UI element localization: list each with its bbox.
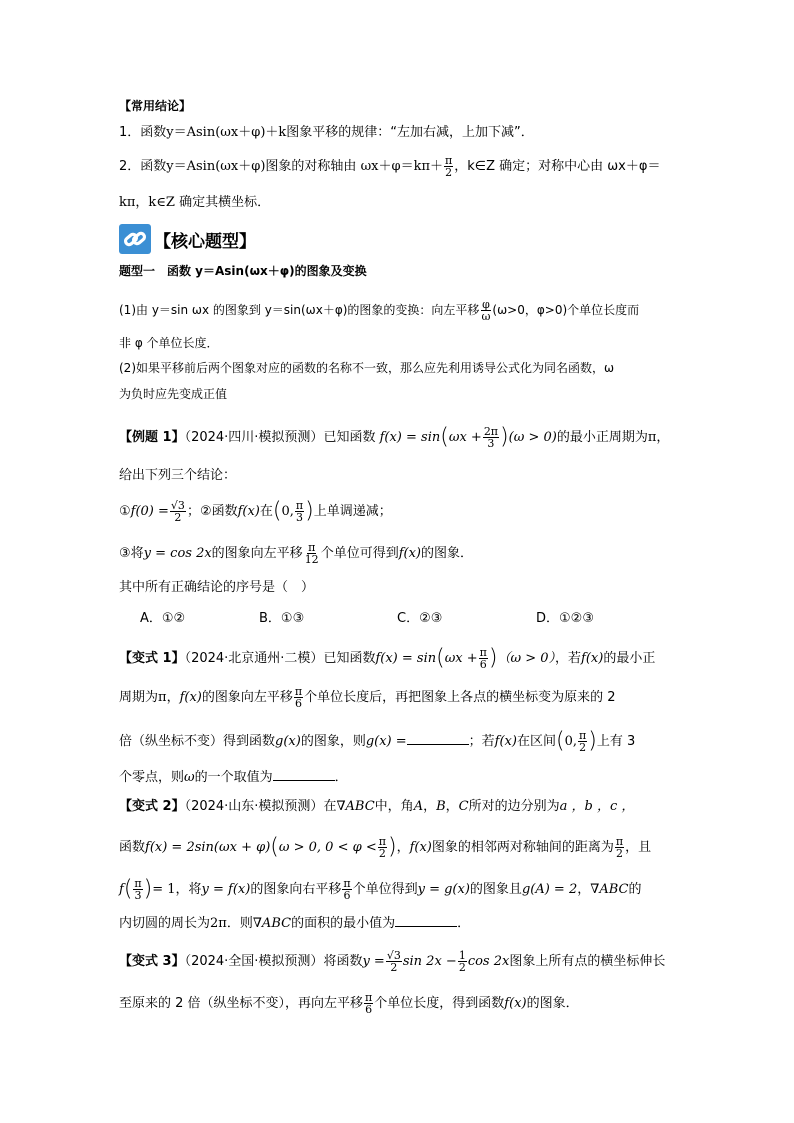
c3-text-d: 的图象． [421, 546, 474, 561]
v2l3-e: 的图象且 [469, 882, 522, 897]
v1l3-den: 2 [579, 741, 587, 754]
item1-prefix: 1．函数 [119, 125, 167, 140]
v1l3-fraction [578, 730, 587, 753]
c1-text-b: ；②函数 [186, 504, 238, 519]
v3l2-fx: f(x) [504, 996, 527, 1011]
variant1-source: （2024·北京通州·二模） [184, 651, 324, 666]
v3l2-den: 6 [365, 1003, 373, 1016]
variant2-source: （2024·山东·模拟预测） [184, 799, 324, 814]
item2-mid: 图象的对称轴由 [265, 159, 357, 174]
example1-frac-num: 2π [483, 425, 499, 438]
v2l3-g: y = g(x) [417, 882, 470, 897]
conclusion-item-2 [119, 155, 660, 178]
v1l3-int: 0, [564, 734, 577, 749]
v2l3-b: ，将 [175, 882, 202, 897]
variant3-label: 【变式 3】 [119, 954, 185, 969]
v3-num2: 1 [458, 949, 466, 962]
v2l3-den: 3 [134, 889, 142, 902]
v1l4-w: ω [184, 770, 195, 785]
topic1-note2-line1: (2)如果平移前后两个图象对应的函数的名称不一致，那么应先利用诱导公式化为同名函数，ω [119, 361, 615, 375]
example1-text-c: ， [656, 430, 670, 445]
c1-text-d: 上单调递减； [313, 504, 392, 519]
item1-formula: y＝Asin(ωx＋φ)＋k [166, 125, 287, 140]
c3-y: y = cos 2x [143, 546, 212, 561]
c1-int-num: π [295, 499, 304, 512]
v1l3-fx: f(x) [494, 734, 517, 749]
v2l4-tri: ∇ABC [252, 916, 292, 931]
item2-frac-den: 2 [445, 166, 453, 179]
paren-left: ( [123, 876, 133, 902]
v1l3-g: g(x) [275, 734, 301, 749]
paren-left: ( [440, 424, 449, 450]
option-a[interactable]: A．①② [140, 611, 186, 626]
variant1-line2 [119, 686, 616, 709]
c3-text-a: ③将 [119, 546, 144, 561]
variant2-line3 [119, 878, 641, 901]
example1-conclusions [119, 500, 392, 523]
v2l3-y: y = f(x) [201, 882, 251, 897]
c1-f: f(0) = [130, 504, 169, 519]
v2l2-fx: f(x) [409, 840, 432, 855]
variant3-line1 [119, 950, 665, 973]
v3l2-fraction [364, 992, 373, 1015]
variant1-cond: （ω > 0） [497, 651, 556, 666]
note1-text-b: (ω>0，φ>0)个单位长度而 [492, 303, 640, 317]
v2l2-cond-fraction [378, 836, 387, 859]
v2l3-a: = 1 [152, 882, 176, 897]
item2-prefix: 2．函数 [119, 159, 167, 174]
v3-text-b: 图象上所有点的横坐标伸长 [509, 954, 666, 969]
v3-y: y = [362, 954, 385, 969]
v2l2-num: π [615, 835, 624, 848]
item2-formula: y＝Asin(ωx＋φ) [166, 159, 266, 174]
v3-cos: cos 2x [467, 954, 510, 969]
v3-den1: 2 [390, 961, 398, 974]
paren-right: ) [305, 498, 314, 524]
v3-num1: √3 [386, 949, 401, 962]
variant1-fx: f(x) [581, 651, 604, 666]
example1-fraction [483, 426, 499, 449]
v2l4-p: 2π [210, 916, 227, 931]
variant2-line1 [119, 799, 634, 815]
variant1-text-b: ，若 [555, 651, 582, 666]
note1-text-a: (1)由 y＝sin ωx 的图象到 y＝sin(ωx＋φ)的图象的变换：向左平移 [119, 303, 480, 317]
example1-line2: 给出下列三个结论： [119, 468, 237, 483]
v3-fraction2 [458, 950, 467, 973]
v2l3-gA: g(A) = 2 [521, 882, 578, 897]
v1l3-a: 倍（纵坐标不变）得到函数 [119, 734, 276, 749]
v1l3-b: 的图象，则 [300, 734, 366, 749]
answer-blank-2[interactable] [273, 768, 335, 781]
v1l2-pi: π [158, 690, 167, 705]
v2l2-cond-den: 2 [378, 847, 386, 860]
v2-text-a: 在 [323, 799, 337, 814]
option-c[interactable]: C．②③ [397, 611, 443, 626]
v1l2-fx: f(x) [179, 690, 202, 705]
option-b[interactable]: B．①③ [259, 611, 305, 626]
v3-sin: sin 2x − [402, 954, 457, 969]
v2l2-cond-num: π [378, 835, 386, 848]
v2l4-d: ． [457, 916, 471, 931]
v1l2-a: 周期为 [119, 690, 159, 705]
v3l2-b: 个单位长度，得到函数 [374, 996, 505, 1011]
v1l2-c: 的图象向左平移 [201, 690, 293, 705]
variant3-source: （2024·全国·模拟预测） [184, 954, 324, 969]
variant1-line4 [119, 768, 348, 786]
c3-text-c: 个单位可得到 [320, 546, 399, 561]
example1-question: 其中所有正确结论的序号是（ ） [119, 580, 315, 595]
c3-fraction [304, 542, 320, 565]
variant1-label: 【变式 1】 [119, 651, 185, 666]
paren-left: ( [270, 834, 279, 860]
topic1-note1 [119, 299, 639, 322]
note1-frac-den: ω [481, 310, 491, 323]
paren-left: ( [436, 645, 445, 671]
v1l4-c: ． [334, 770, 348, 785]
v3l2-num: π [365, 991, 373, 1004]
v1l2-den: 6 [295, 697, 302, 710]
variant2-label: 【变式 2】 [119, 799, 185, 814]
v2l4-a: 内切圆的周长为 [119, 916, 211, 931]
note1-fraction [480, 299, 491, 322]
v2l3-c: 的图象向右平移 [250, 882, 342, 897]
item1-suffix: 图象平移的规律：“左加右减，上加下减”． [286, 125, 534, 140]
v2l3-tri: ∇ABC [590, 882, 629, 897]
example1-conclusion3 [119, 542, 473, 565]
item2-line2: kπ，k∈Z 确定其横坐标． [119, 195, 271, 210]
variant1-line3 [119, 730, 635, 753]
variant1-frac-num: π [479, 646, 487, 659]
v2l3-fraction [133, 878, 142, 901]
variant1-text-c: 的最小正 [603, 651, 656, 666]
option-d[interactable]: D．①②③ [536, 611, 594, 626]
c3-text-b: 的图象向左平移 [211, 546, 303, 561]
answer-blank-1[interactable] [407, 732, 469, 745]
example1-source: （2024·四川·模拟预测） [184, 430, 324, 445]
v2l3-fraction2 [342, 878, 351, 901]
topic1-title: 题型一 函数 y＝Asin(ωx＋φ)的图象及变换 [119, 264, 367, 278]
paren-right: ) [500, 424, 509, 450]
v1l2-num: π [294, 685, 303, 698]
v1l4-b: 的一个取值为 [194, 770, 273, 785]
example1-pi: π [647, 430, 657, 445]
note1-frac-num: φ [482, 298, 490, 311]
v1l2-b: ， [166, 690, 180, 705]
v2l2-c: 图象的相邻两对称轴间的距离为 [431, 840, 614, 855]
example1-label: 【例题 1】 [119, 430, 185, 445]
c1-interval: 0, [281, 504, 294, 519]
example1-cond: (ω > 0) [508, 430, 557, 445]
v2l3-g2: 的 [628, 882, 642, 897]
c3-num: π [308, 541, 316, 554]
v2l3-num: π [134, 877, 142, 890]
v2l3-f2: ， [577, 882, 591, 897]
v2l2-cond: ω > 0, 0 < φ < [278, 840, 377, 855]
v3-den2: 2 [458, 961, 466, 974]
v3l2-a: 至原来的 2 倍（纵坐标不变），再向左平移 [119, 996, 364, 1011]
c1-int-den: 3 [296, 511, 304, 524]
paren-right: ) [143, 876, 153, 902]
v2-B: B [436, 799, 446, 814]
c1-text-c: 在 [259, 504, 273, 519]
c1-fx: f(x) [237, 504, 260, 519]
topic1-note1-line2: 非 φ 个单位长度． [119, 336, 219, 350]
v2l2-f: f(x) = 2sin(ωx + φ) [145, 840, 271, 855]
v2-comma2: ， [445, 799, 459, 814]
section-heading: 【常用结论】 [119, 99, 192, 113]
v2l2-a: 函数 [119, 840, 146, 855]
v1l3-g2: g(x) = [365, 734, 407, 749]
variant2-line2 [119, 836, 651, 859]
v1l4-a: 个零点，则 [119, 770, 185, 785]
v2l4-c: 的面积的最小值为 [291, 916, 396, 931]
v2l2-d: ，且 [625, 840, 652, 855]
variant1-text-a: 已知函数 [323, 651, 376, 666]
v3-text-a: 将函数 [323, 954, 363, 969]
c3-den: 12 [304, 553, 319, 566]
example1-func: f(x) = sin [379, 430, 441, 445]
paren-right: ) [488, 645, 498, 671]
paren-right: ) [588, 728, 597, 754]
c3-fx: f(x) [398, 546, 421, 561]
c1-fraction [170, 500, 186, 523]
v2-C: C [458, 799, 469, 814]
v2-comma1: ， [423, 799, 437, 814]
v2l2-fraction [615, 836, 624, 859]
c1-den: 2 [174, 511, 182, 524]
c1-int-fraction [295, 500, 304, 523]
item2-eq: ωx＋φ＝kπ＋ [360, 159, 444, 174]
v1l3-num: π [578, 729, 587, 742]
paren-right: ) [387, 834, 397, 860]
core-title: 【核心题型】 [154, 232, 256, 252]
v1l3-d: 在区间 [516, 734, 556, 749]
variant1-inner: ωx + [444, 651, 478, 666]
c1-num: √3 [170, 499, 185, 512]
v1l3-c: ；若 [468, 734, 495, 749]
variant1-line1 [119, 647, 655, 670]
c1-marker: ① [119, 504, 131, 519]
v2l2-b: ， [396, 840, 410, 855]
link-icon [119, 224, 151, 254]
v3l2-c: 的图象． [526, 996, 579, 1011]
v2l3-den2: 6 [343, 889, 351, 902]
conclusion-item-1 [119, 125, 534, 141]
v2-abc: a ，b ，c ， [559, 799, 635, 814]
example1-text-b: 的最小正周期为 [556, 430, 648, 445]
v3-fraction1 [386, 950, 402, 973]
variant1-fraction [479, 647, 488, 670]
variant3-line2 [119, 992, 579, 1015]
paren-left: ( [272, 498, 282, 524]
variant2-line4 [119, 914, 470, 932]
v2l4-b: ．则 [226, 916, 253, 931]
item2-frac-num: π [445, 154, 453, 167]
answer-blank-3[interactable] [395, 914, 457, 927]
variant1-frac-den: 6 [479, 658, 487, 671]
example1-inner: ωx + [448, 430, 482, 445]
v2l2-den: 2 [616, 847, 623, 860]
v2l3-d: 个单位得到 [352, 882, 418, 897]
v2-tri: ∇ABC [336, 799, 375, 814]
example1-line1 [119, 426, 669, 449]
v2l3-num2: π [343, 877, 351, 890]
example1-frac-den: 3 [487, 437, 495, 450]
v2l3-f: f [119, 882, 124, 897]
v1l2-d: 个单位长度后，再把图象上各点的横坐标变为原来的 2 [304, 690, 616, 705]
item2-tail: ，k∈Z 确定；对称中心由 ωx＋φ＝ [454, 159, 661, 174]
item2-fraction [444, 155, 453, 178]
topic1-note2-line2: 为负时应先变成正值 [119, 387, 228, 401]
v2-text-b: 中，角 [374, 799, 414, 814]
v2-text-c: 所对的边分别为 [468, 799, 560, 814]
example1-text-a: 已知函数 [323, 430, 376, 445]
v2-A: A [413, 799, 424, 814]
paren-left: ( [555, 728, 565, 754]
v1l3-e: 上有 3 [596, 734, 636, 749]
v1l2-fraction [294, 686, 303, 709]
variant1-func: f(x) = sin [375, 651, 437, 666]
